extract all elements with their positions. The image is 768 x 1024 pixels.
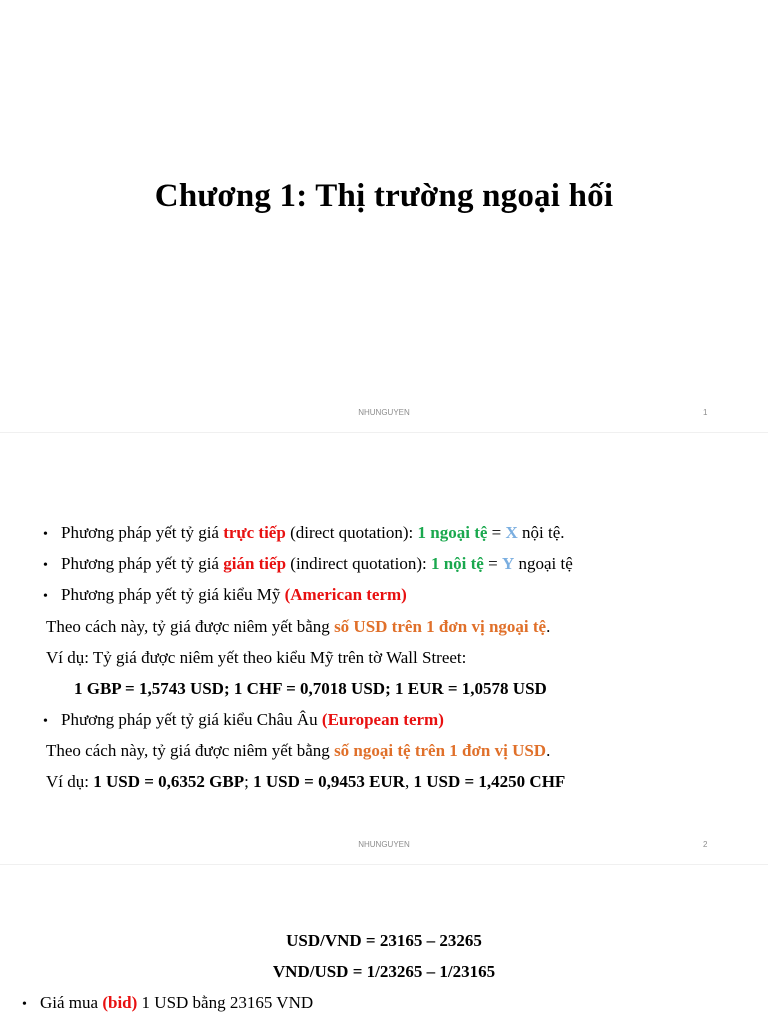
text: ngoại tệ [514, 554, 573, 573]
bullet-marker: • [43, 558, 48, 573]
slide-1 [0, 0, 768, 432]
rate-vnd-usd: VND/USD = 1/23265 – 1/23165 [272, 962, 496, 981]
text: (indirect quotation): [286, 554, 431, 573]
slide-3 [0, 864, 768, 1024]
bullet-indirect-quotation [43, 554, 573, 576]
text: Phương pháp yết tỷ giá [61, 523, 224, 542]
rate-gbp: 1 USD = 0,6352 GBP [93, 772, 245, 791]
term-bid: (bid) [102, 993, 138, 1012]
american-example-intro: Ví dụ: Tỷ giá được niêm yết theo kiểu Mỹ trên tờ Wall Street: [46, 648, 467, 667]
text: 1 USD bằng 23165 VND [137, 993, 314, 1012]
term-indirect: gián tiếp [223, 554, 287, 573]
text: = [487, 523, 506, 542]
text: . [546, 617, 551, 636]
term-european: (European term) [321, 710, 444, 729]
term-direct: trực tiếp [223, 523, 286, 542]
text: Ví dụ: [46, 772, 94, 791]
unit-foreign: 1 ngoại tệ [417, 523, 488, 542]
text: . [546, 741, 551, 760]
slide-2 [0, 432, 768, 864]
european-explanation [46, 741, 550, 761]
text: , [404, 772, 414, 791]
text: Giá mua [40, 993, 103, 1012]
text: = [483, 554, 502, 573]
unit-domestic: 1 nội tệ [430, 554, 484, 573]
rate-chf: 1 USD = 1,4250 CHF [413, 772, 566, 791]
var-y: Y [501, 554, 515, 573]
bullet-european-term [43, 710, 444, 732]
bullet-direct-quotation [43, 523, 565, 545]
american-example-rates: 1 GBP = 1,5743 USD; 1 CHF = 0,7018 USD; 1 EUR = 1,0578 USD [74, 679, 547, 698]
footer-author: NHUNGUYEN [358, 408, 410, 417]
bullet-american-term [43, 585, 407, 607]
text: Theo cách này, tỷ giá được niêm yết bằng [46, 617, 335, 636]
slide-title: Chương 1: Thị trường ngoại hối [154, 178, 614, 214]
bullet-marker: • [43, 527, 48, 542]
var-x: X [505, 523, 518, 542]
text: nội tệ. [517, 523, 565, 542]
bullet-bid-price [22, 993, 313, 1015]
footer-author: NHUNGUYEN [358, 840, 410, 849]
highlight-foreign-per-usd: số ngoại tệ trên 1 đơn vị USD [334, 741, 547, 760]
bullet-marker: • [43, 714, 48, 729]
page-number: 1 [703, 408, 708, 417]
text: Phương pháp yết tỷ giá [61, 554, 224, 573]
text: Phương pháp yết tỷ giá kiểu Châu Âu [61, 710, 322, 729]
text: Theo cách này, tỷ giá được niêm yết bằng [46, 741, 335, 760]
bullet-marker: • [22, 997, 27, 1012]
text: Phương pháp yết tỷ giá kiểu Mỹ [61, 585, 285, 604]
term-american: (American term) [284, 585, 407, 604]
rate-eur: 1 USD = 0,9453 EUR [253, 772, 405, 791]
rate-usd-vnd: USD/VND = 23165 – 23265 [286, 931, 482, 950]
text: ; [244, 772, 254, 791]
bullet-marker: • [43, 589, 48, 604]
highlight-usd-per-foreign: số USD trên 1 đơn vị ngoại tệ [334, 617, 547, 636]
american-explanation [46, 617, 550, 637]
page-number: 2 [703, 840, 708, 849]
text: (direct quotation): [285, 523, 418, 542]
european-example [46, 772, 565, 792]
